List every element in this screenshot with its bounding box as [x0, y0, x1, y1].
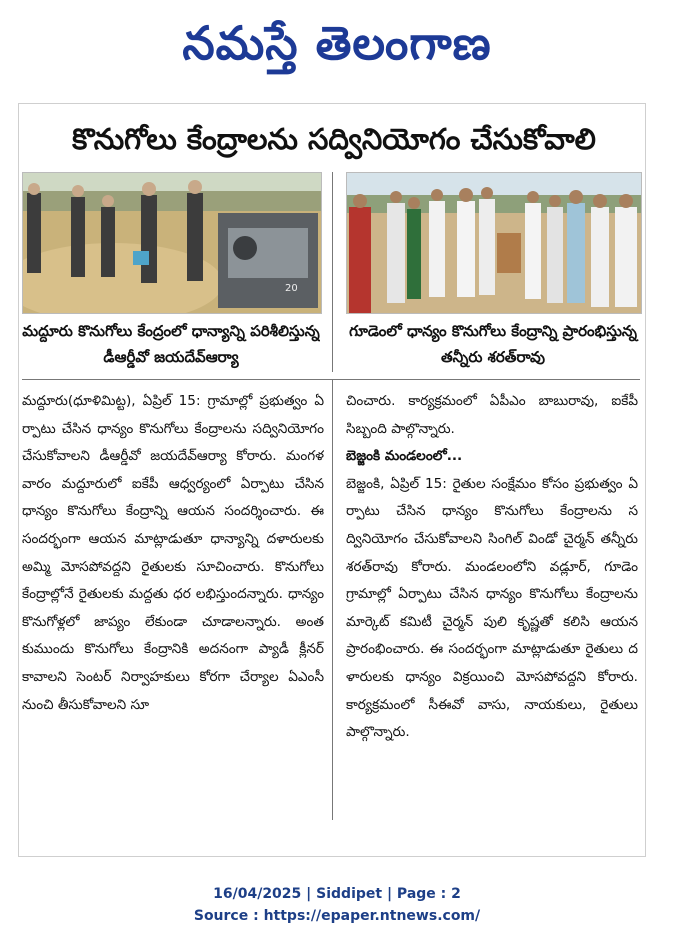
column-divider [332, 380, 333, 820]
article-body-left: మద్దూరు(ధూళిమిట్ట), ఏప్రిల్ 15: గ్రామాల్లో ప్రభుత్వం ఏర్పాటు చేసిన ధాన్యం కొనుగోలు కేంద్రాలను సద్వినియోగం చేసుకోవాలని డీఆర్డీవో జయదేవ్‌ఆర్యా కోరారు. మంగళవారం మద్దూరులో ఐకేపీ ఆధ్వర్యంలో ఏర్పాటు చేసిన ధాన్యం కొనుగోలు కేంద్రాన్ని ఆయన సందర్శించారు. ఈ సందర్భంగా ఆయన మాట్లాడుతూ ధాన్యాన్ని దళారులకు అమ్మి మోసపోవద్దని రైతులకు సూచించారు. కొనుగోలు కేంద్రాల్లోనే రైతులకు మద్దతు ధర లభిస్తుందన్నారు. ధాన్యం కొనుగోళ్లలో జాప్యం లేకుండా చూడాలన్నారు. అంతకుముందు కొనుగోలు కేంద్రానికి అదనంగా ప్యాడీ క్లీనర్ కావాలని సెంటర్ నిర్వాహకులు కోరగా చేర్యాల ఏఎంసీ నుంచి తీసుకోవాలని సూ [22, 393, 324, 713]
caption-left: మద్దూరు కొనుగోలు కేంద్రంలో ధాన్యాన్ని పరిశీలిస్తున్న డీఆర్డీవో జయదేవ్ఆర్యా [22, 322, 320, 366]
photo-left [22, 172, 322, 314]
section-divider [22, 379, 640, 380]
caption-right: గూడెంలో ధాన్యం కొనుగోలు కేంద్రాన్ని ప్రారంభిస్తున్న తన్నీరు శరత్‌రావు [349, 322, 637, 366]
article-headline: కొనుగోలు కేంద్రాలను సద్వినియోగం చేసుకోవాలి [72, 122, 596, 156]
article-body-right-2: బెజ్జంకి, ఏప్రిల్ 15: రైతుల సంక్షేమం కోసం ప్రభుత్వం ఏర్పాటు చేసిన ధాన్యం కొనుగోలు కేంద్రాలను సద్వినియోగం చేసుకోవాలని సింగిల్ విండో చైర్మన్ తన్నీరు శరత్‌రావు కోరారు. మండలంలోని వడ్లూర్, గూడెం గ్రామాల్లో ఏర్పాటు చేసిన ధాన్యం కొనుగోలు కేంద్రాలను మార్కెట్ కమిటీ చైర్మన్ పులి కృష్ణతో కలిసి ఆయన ప్రారంభించారు. ఈ సందర్భంగా మాట్లాడుతూ రైతులు దళారులకు ధాన్యం విక్రయించి మోసపోవద్దని కోరారు. కార్యక్రమంలో సీఈవో వాసు, నాయకులు, రైతులు పాల్గొన్నారు. [346, 475, 638, 741]
photo-right [346, 172, 642, 314]
machine-label: 20 [285, 283, 298, 294]
footer-source-link[interactable]: Source : https://epaper.ntnews.com/ [193, 908, 481, 924]
article-column-left [22, 388, 324, 828]
article-body-right-1: చించారు. కార్యక్రమంలో ఏపీఎం బాబురావు, ఐకేపీ సిబ్బంది పాల్గొన్నారు. [346, 393, 638, 437]
article-column-right [346, 388, 638, 808]
photo-left-image [23, 173, 321, 313]
article-subheading: బెజ్జంకి మండలంలో... [346, 448, 463, 465]
photo-divider [332, 172, 333, 372]
newspaper-logo: నమస్తే తెలంగాణ [182, 16, 492, 70]
masthead [0, 0, 674, 90]
photo-right-image [347, 173, 641, 313]
footer-date-edition: 16/04/2025 | Siddipet | Page : 2 [213, 886, 461, 902]
